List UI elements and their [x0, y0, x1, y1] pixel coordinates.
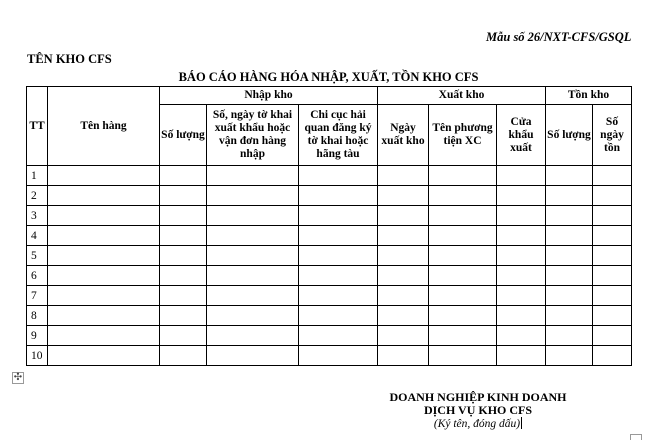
header-xuat-kho: Xuất kho	[378, 87, 546, 105]
table-row	[27, 186, 632, 206]
header-so-ngay-to-khai: Số, ngày tờ khai xuất khẩu hoặc vận đơn hàng nhập	[207, 105, 299, 166]
table-row	[27, 166, 632, 186]
cell[interactable]	[593, 286, 632, 306]
row-number: 2	[27, 186, 48, 206]
row-number: 10	[27, 346, 48, 366]
table-row	[27, 326, 632, 346]
cell[interactable]	[378, 206, 429, 226]
table-row	[27, 246, 632, 266]
cell[interactable]	[593, 306, 632, 326]
cell-ten-hang[interactable]	[48, 346, 160, 366]
table-resize-handle[interactable]	[630, 434, 642, 440]
cell[interactable]	[299, 166, 378, 186]
table-row	[27, 306, 632, 326]
table-row	[27, 206, 632, 226]
cell[interactable]	[546, 226, 593, 246]
row-number: 4	[27, 226, 48, 246]
row-number: 3	[27, 206, 48, 226]
cell-ten-hang[interactable]	[48, 306, 160, 326]
table-row	[27, 346, 632, 366]
cell[interactable]	[160, 246, 207, 266]
cell[interactable]	[378, 346, 429, 366]
cell[interactable]	[299, 346, 378, 366]
cell[interactable]	[593, 166, 632, 186]
header-nhap-so-luong: Số lượng	[160, 105, 207, 166]
cell[interactable]	[207, 186, 299, 206]
cell[interactable]	[160, 326, 207, 346]
cell[interactable]	[160, 226, 207, 246]
cell[interactable]	[299, 286, 378, 306]
cell[interactable]	[378, 246, 429, 266]
header-ngay-xuat: Ngày xuất kho	[378, 105, 429, 166]
header-ton-so-luong: Số lượng	[546, 105, 593, 166]
cell[interactable]	[378, 226, 429, 246]
cell[interactable]	[546, 166, 593, 186]
cell[interactable]	[299, 266, 378, 286]
cell-ten-hang[interactable]	[48, 226, 160, 246]
cell[interactable]	[546, 346, 593, 366]
cell[interactable]	[497, 226, 546, 246]
cell[interactable]	[593, 186, 632, 206]
cell[interactable]	[429, 306, 497, 326]
signature-line-1: DOANH NGHIỆP KINH DOANH	[389, 390, 567, 404]
org-name: TÊN KHO CFS	[27, 52, 112, 66]
report-table	[26, 86, 632, 366]
row-number: 9	[27, 326, 48, 346]
cell[interactable]	[429, 246, 497, 266]
cell[interactable]	[429, 326, 497, 346]
cell[interactable]	[299, 326, 378, 346]
row-number: 5	[27, 246, 48, 266]
header-chi-cuc: Chi cục hải quan đăng ký tờ khai hoặc hãng tàu	[299, 105, 378, 166]
header-cua-khau: Cửa khẩu xuất	[497, 105, 546, 166]
header-nhap-kho: Nhập kho	[160, 87, 378, 105]
cell[interactable]	[160, 186, 207, 206]
cell[interactable]	[546, 246, 593, 266]
cell-ten-hang[interactable]	[48, 206, 160, 226]
cell[interactable]	[378, 186, 429, 206]
cell[interactable]	[593, 246, 632, 266]
cell[interactable]	[299, 306, 378, 326]
header-ton-kho: Tồn kho	[546, 87, 632, 105]
signature-line-2: DỊCH VỤ KHO CFS	[423, 403, 533, 417]
signature-block	[378, 391, 578, 431]
cell[interactable]	[299, 186, 378, 206]
cell[interactable]	[497, 186, 546, 206]
cell[interactable]	[378, 166, 429, 186]
cell[interactable]	[299, 246, 378, 266]
cell[interactable]	[429, 226, 497, 246]
table-row	[27, 286, 632, 306]
cell[interactable]	[497, 166, 546, 186]
cell-ten-hang[interactable]	[48, 246, 160, 266]
cell[interactable]	[546, 186, 593, 206]
cell[interactable]	[378, 286, 429, 306]
cell[interactable]	[497, 326, 546, 346]
cell[interactable]	[160, 266, 207, 286]
row-number: 6	[27, 266, 48, 286]
header-ten-hang: Tên hàng	[48, 87, 160, 166]
cell[interactable]	[546, 306, 593, 326]
cell[interactable]	[160, 286, 207, 306]
cell[interactable]	[497, 246, 546, 266]
signature-note-text: (Ký tên, đóng dấu)	[433, 418, 521, 430]
cell[interactable]	[546, 286, 593, 306]
row-number: 1	[27, 166, 48, 186]
table-move-handle-icon[interactable]: ✣	[13, 372, 23, 383]
cell[interactable]	[593, 326, 632, 346]
cell[interactable]	[207, 206, 299, 226]
cell[interactable]	[207, 326, 299, 346]
cell[interactable]	[497, 266, 546, 286]
row-number: 7	[27, 286, 48, 306]
cell[interactable]	[593, 226, 632, 246]
header-tt: TT	[27, 87, 48, 166]
cell[interactable]	[378, 266, 429, 286]
cell[interactable]	[497, 206, 546, 226]
cell[interactable]	[546, 326, 593, 346]
cell[interactable]	[497, 346, 546, 366]
cell-ten-hang[interactable]	[48, 266, 160, 286]
cell[interactable]	[429, 186, 497, 206]
report-title: BÁO CÁO HÀNG HÓA NHẬP, XUẤT, TỒN KHO CFS	[178, 70, 479, 84]
cell[interactable]	[593, 346, 632, 366]
row-number: 8	[27, 306, 48, 326]
cell[interactable]	[546, 266, 593, 286]
cell[interactable]	[207, 346, 299, 366]
signature-note	[378, 417, 578, 431]
cell[interactable]	[299, 226, 378, 246]
cell[interactable]	[429, 346, 497, 366]
header-ten-phuong-tien: Tên phương tiện XC	[429, 105, 497, 166]
cell[interactable]	[207, 166, 299, 186]
cell[interactable]	[429, 286, 497, 306]
cell[interactable]	[593, 206, 632, 226]
cell[interactable]	[497, 306, 546, 326]
cell[interactable]	[378, 306, 429, 326]
cell[interactable]	[207, 226, 299, 246]
cell[interactable]	[207, 266, 299, 286]
cell[interactable]	[593, 266, 632, 286]
cell[interactable]	[160, 206, 207, 226]
cell[interactable]	[378, 326, 429, 346]
cell[interactable]	[207, 286, 299, 306]
cell[interactable]	[497, 286, 546, 306]
cell[interactable]	[429, 206, 497, 226]
cell-ten-hang[interactable]	[48, 166, 160, 186]
table-row	[27, 226, 632, 246]
cell[interactable]	[546, 206, 593, 226]
cell[interactable]	[160, 166, 207, 186]
cell[interactable]	[429, 266, 497, 286]
text-cursor	[521, 417, 522, 429]
table-row	[27, 266, 632, 286]
cell[interactable]	[207, 246, 299, 266]
cell[interactable]	[429, 166, 497, 186]
cell[interactable]	[160, 306, 207, 326]
cell[interactable]	[299, 206, 378, 226]
cell-ten-hang[interactable]	[48, 186, 160, 206]
cell-ten-hang[interactable]	[48, 286, 160, 306]
cell[interactable]	[160, 346, 207, 366]
form-code: Mẫu số 26/NXT-CFS/GSQL	[486, 30, 632, 44]
cell-ten-hang[interactable]	[48, 326, 160, 346]
cell[interactable]	[207, 306, 299, 326]
header-so-ngay-ton: Số ngày tồn	[593, 105, 632, 166]
